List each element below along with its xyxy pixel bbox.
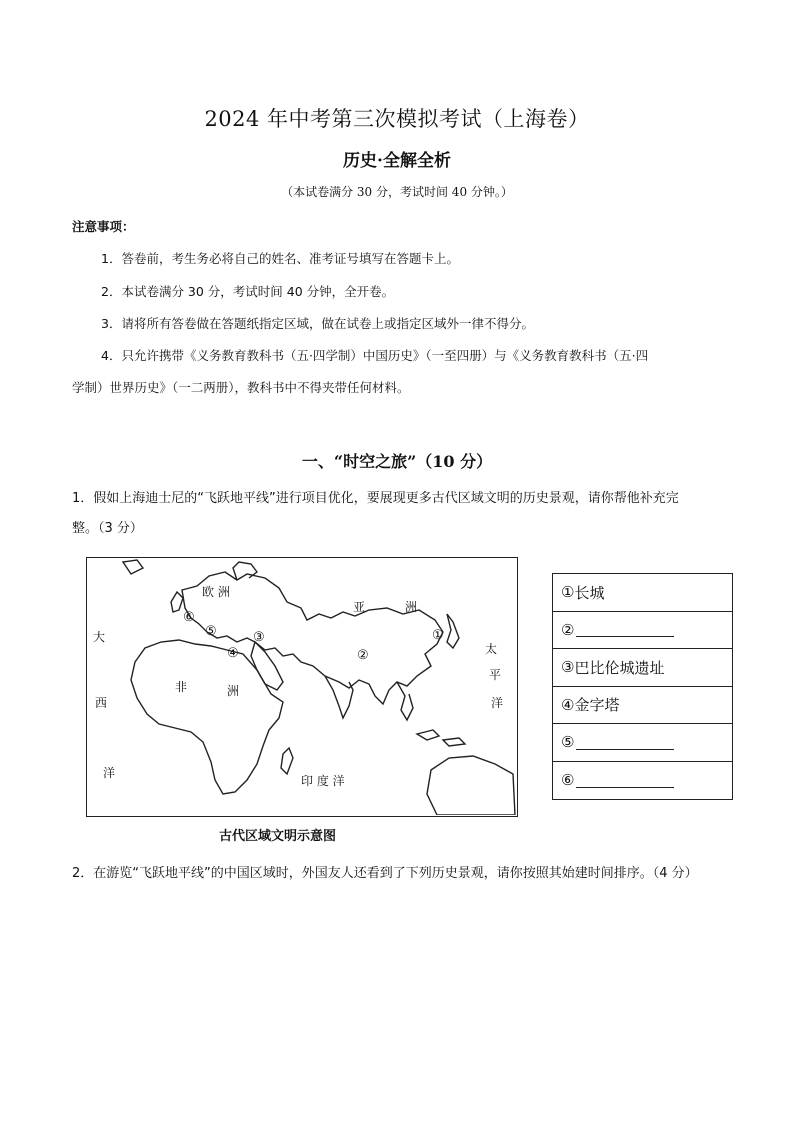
map-marker-4: ④	[227, 646, 239, 661]
legend-row-1	[553, 574, 732, 612]
madagascar	[281, 748, 293, 774]
legend-num: ①	[561, 583, 575, 602]
exam-note: （本试卷满分 30 分，考试时间 40 分钟。）	[281, 185, 513, 199]
label-asia: 亚	[353, 600, 366, 614]
notice-item: 1．答卷前，考生务必将自己的姓名、准考证号填写在答题卡上。	[101, 251, 459, 266]
label-asia-2: 洲	[405, 600, 418, 614]
notice-item: 学制）世界历史》（一二两册），教科书中不得夹带任何材料。	[72, 380, 410, 395]
legend-row-2	[553, 612, 732, 650]
legend-text: 长城	[574, 583, 605, 602]
legend-num: ⑤	[561, 733, 575, 752]
label-atlantic-3: 洋	[103, 766, 116, 780]
africa-coast	[131, 640, 283, 794]
question-2: 2．在游览“飞跃地平线”的中国区域时，外国友人还看到了下列历史景观，请你按照其始建时间排序。（4 分）	[72, 866, 698, 881]
legend-text: 金字塔	[574, 696, 620, 715]
legend-row-3	[553, 649, 732, 687]
legend-row-5	[553, 724, 732, 762]
notice-item: 4．只允许携带《义务教育教科书（五·四学制）中国历史》（一至四册）与《义务教育教科书（五·四	[101, 348, 649, 363]
map-marker-2: ②	[357, 648, 369, 663]
southeast-asia	[397, 682, 413, 720]
legend-text: 巴比伦城遗址	[574, 658, 665, 677]
notice-heading: 注意事项：	[72, 219, 135, 234]
page-title: 2024 年中考第三次模拟考试（上海卷）	[204, 107, 590, 131]
notice-item: 2．本试卷满分 30 分，考试时间 40 分钟，全开卷。	[101, 284, 395, 299]
question-1-line-1: 1．假如上海迪士尼的“飞跃地平线”进行项目优化，要展现更多古代区域文明的历史景观，请你帮他补充完	[72, 491, 679, 506]
legend-row-4	[553, 687, 732, 725]
label-indian-ocean: 印 度 洋	[301, 774, 345, 788]
label-atlantic-2: 西	[95, 696, 108, 710]
answer-blank[interactable]	[576, 622, 674, 637]
legend-num: ②	[561, 620, 575, 639]
label-pacific-3: 洋	[491, 696, 504, 710]
map-marker-6: ⑥	[183, 610, 195, 625]
legend-num: ④	[561, 695, 575, 714]
ancient-civilization-map	[86, 557, 518, 817]
britain	[171, 592, 183, 612]
legend-row-6	[553, 762, 732, 800]
map-caption: 古代区域文明示意图	[219, 829, 337, 844]
greenland	[123, 560, 143, 574]
section-title: 一、“时空之旅”（10 分）	[301, 452, 493, 471]
indonesia	[417, 730, 465, 746]
label-africa: 非	[175, 680, 188, 694]
label-atlantic-1: 大	[93, 630, 106, 644]
label-pacific-1: 太	[485, 642, 498, 656]
page-subtitle: 历史·全解全析	[343, 151, 451, 171]
map-marker-5: ⑤	[205, 624, 217, 639]
question-1-line-2: 整。（3 分）	[72, 521, 143, 536]
label-africa-2: 洲	[227, 684, 240, 698]
answer-blank[interactable]	[576, 735, 674, 750]
legend-num: ⑥	[561, 771, 575, 790]
answer-blank[interactable]	[576, 773, 674, 788]
legend-num: ③	[561, 658, 575, 677]
australia	[427, 756, 515, 815]
scandinavia	[233, 562, 257, 580]
label-europe: 欧 洲	[202, 585, 230, 599]
map-marker-3: ③	[253, 630, 265, 645]
label-pacific-2: 平	[489, 668, 502, 682]
map-marker-1: ①	[432, 628, 444, 643]
notice-item: 3．请将所有答卷做在答题纸指定区域，做在试卷上或指定区域外一律不得分。	[101, 316, 534, 331]
japan	[447, 614, 459, 648]
legend-table	[552, 573, 733, 800]
